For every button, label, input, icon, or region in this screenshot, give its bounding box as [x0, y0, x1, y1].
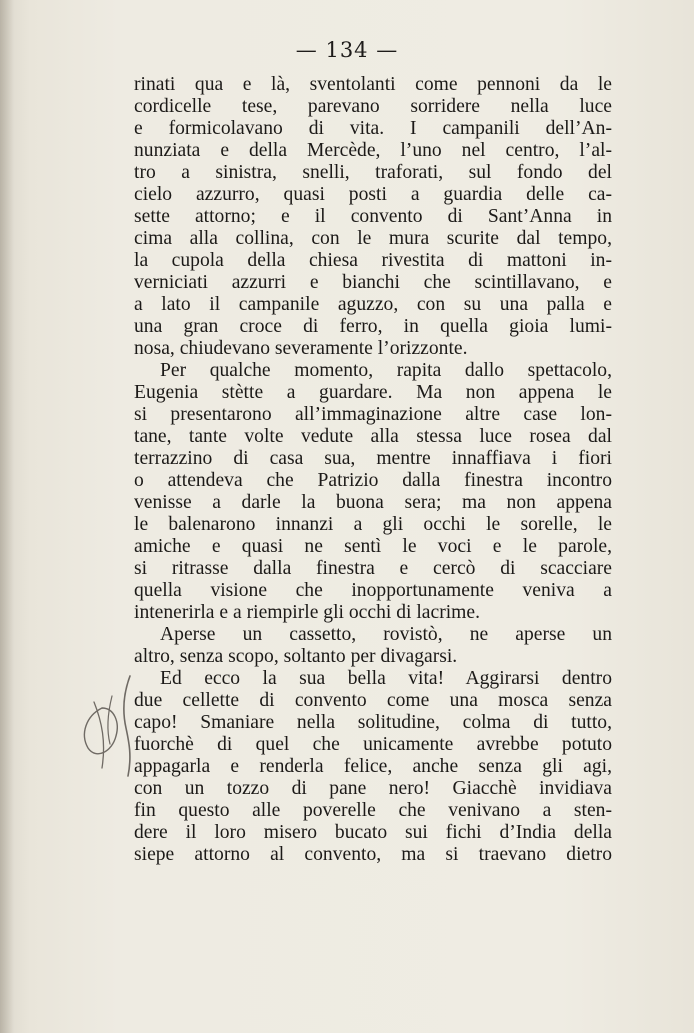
text-line: cima alla collina, con le mura scurite dal tempo, [134, 228, 612, 249]
text-line: capo! Smaniare nella solitudine, colma di tutto, [134, 712, 612, 733]
text-line: dere il loro misero bucato sui fichi d’India della [134, 822, 612, 843]
text-line: due cellette di convento come una mosca senza [134, 690, 612, 711]
text-line: si presentarono all’immaginazione altre case lon- [134, 404, 612, 425]
text-line: appagarla e renderla felice, anche senza gli agi, [134, 756, 612, 777]
text-line: fuorchè di quel che unicamente avrebbe potuto [134, 734, 612, 755]
text-line: venisse a darle la buona sera; ma non appena [134, 492, 612, 513]
text-line: nosa, chiudevano severamente l’orizzonte. [134, 338, 468, 359]
text-line: altro, senza scopo, soltanto per divagarsi. [134, 646, 458, 667]
text-line: fin questo alle poverelle che venivano a sten- [134, 800, 612, 821]
text-line: amiche e quasi ne sentì le voci e le parole, [134, 536, 612, 557]
text-line: sette attorno; e il convento di Sant’Anna in [134, 206, 612, 227]
text-line: tane, tante volte vedute alla stessa luce rosea dal [134, 426, 612, 447]
text-line: e formicolavano di vita. I campanili dell’An- [134, 118, 612, 139]
text-line: a lato il campanile aguzzo, con su una palla e [134, 294, 612, 315]
text-line: verniciati azzurri e bianchi che scintillavano, e [134, 272, 612, 293]
body-text [134, 74, 612, 866]
text-line: intenerirla e a riempirle gli occhi di lacrime. [134, 602, 480, 623]
text-line: cordicelle tese, parevano sorridere nella luce [134, 96, 612, 117]
text-line: si ritrasse dalla finestra e cercò di scacciare [134, 558, 612, 579]
text-line: rinati qua e là, sventolanti come pennoni da le [134, 74, 612, 95]
text-line: con un tozzo di pane nero! Giacchè invidiava [134, 778, 612, 799]
text-line: siepe attorno al convento, ma si traevano dietro [134, 844, 612, 865]
page-number: — 134 — [295, 38, 399, 62]
text-line: quella visione che inopportunamente veniva a [134, 580, 612, 601]
text-line: Aperse un cassetto, rovistò, ne aperse un [160, 624, 612, 645]
binding-shadow [0, 0, 14, 1033]
text-line: una gran croce di ferro, in quella gioia lumi- [134, 316, 612, 337]
text-line: Eugenia stètte a guardare. Ma non appena le [134, 382, 612, 403]
text-line: tro a sinistra, snelli, traforati, sul fondo del [134, 162, 612, 183]
text-line: terrazzino di casa sua, mentre innaffiava i fiori [134, 448, 612, 469]
text-line: o attendeva che Patrizio dalla finestra incontro [134, 470, 612, 491]
text-line: le balenarono innanzi a gli occhi le sorelle, le [134, 514, 612, 535]
text-line: la cupola della chiesa rivestita di mattoni in- [134, 250, 612, 271]
text-line: Ed ecco la sua bella vita! Aggirarsi dentro [160, 668, 612, 689]
pencil-scribble-icon [72, 672, 142, 782]
text-line: Per qualche momento, rapita dallo spettacolo, [160, 360, 612, 381]
text-line: nunziata e della Mercède, l’uno nel centro, l’al- [134, 140, 612, 161]
text-line: cielo azzurro, quasi posti a guardia delle ca- [134, 184, 612, 205]
